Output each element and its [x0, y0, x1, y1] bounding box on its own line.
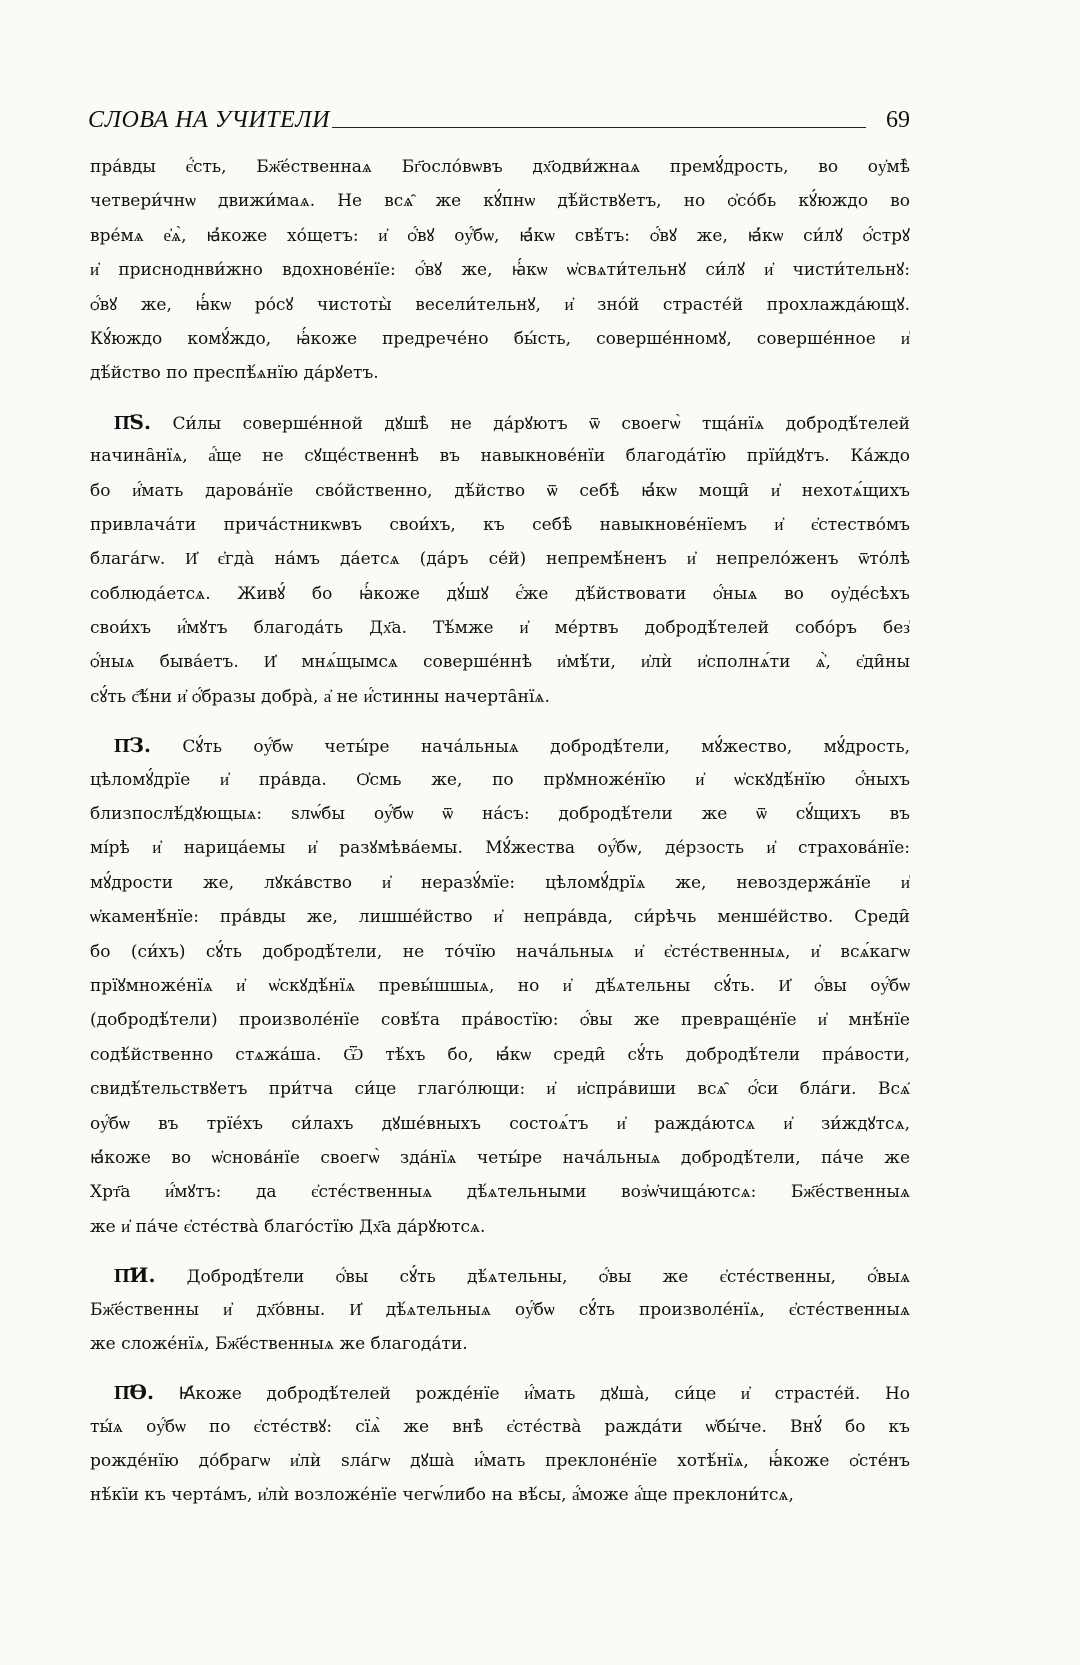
text-line	[90, 1038, 910, 1072]
line-text: Си́лы соверше́нной дꙋшѣ̀ не да́рꙋютъ ѿ своегѡ̀ тща́нїѧ добродѣ́телей	[172, 413, 910, 434]
line-text: ѻ҆́вꙋ же, ꙗ҆́кѡ ро́сꙋ чистоты̀ весели́тельнꙋ, и҆ зно́й страсте́й прохлажда́ющꙋ.	[90, 294, 910, 315]
text-line	[90, 542, 910, 576]
line-text: дѣ́йство по преспѣ́ѧнїю да́рꙋетъ.	[90, 363, 379, 384]
text-line	[90, 1072, 910, 1106]
paragraph	[90, 1258, 910, 1361]
line-text: сꙋ́ть с҄ѣ́ни и҆ ѻ҆́бразы добра̀, а҆ не и҆́стинны начерта̑нїѧ.	[90, 686, 550, 707]
text-line	[90, 900, 910, 934]
line-text: же и҆ па́че є҆сте́ства̀ благо́стїю Дх҃а да́рꙋютсѧ.	[90, 1216, 486, 1237]
text-line	[90, 577, 910, 611]
text-line	[90, 1410, 910, 1444]
line-text: содѣ́йственно стѧжа́ша. Ѿ тѣ́хъ бо, ꙗ҆́кѡ среди̑ сꙋ́ть добродѣ́тели пра́вости,	[90, 1044, 910, 1065]
text-line	[90, 1444, 910, 1478]
text-line	[90, 611, 910, 645]
page-header	[88, 92, 910, 132]
text-line	[90, 1375, 910, 1409]
text-line	[90, 1175, 910, 1209]
text-line	[90, 253, 910, 287]
text-line	[90, 288, 910, 322]
text-line	[90, 680, 910, 714]
text-line	[90, 474, 910, 508]
line-text: бо (си́хъ) сꙋ́ть добродѣ́тели, не то́чїю нача́льныѧ и҆ є҆сте́ственныѧ, и҆ всѧ́кагѡ	[90, 941, 910, 962]
line-text: ꙗ҆́коже во ѡ҆снова́нїе своегѡ̀ зда́нїѧ четы́ре нача́льныѧ добродѣ́тели, па́че же	[90, 1147, 910, 1168]
line-text: мі́рѣ и҆ нарица́емы и҆ разꙋмѣва́емы. Мꙋ́жества оу҆́бѡ, де́рзость и҆ страхова́нїе:	[90, 838, 910, 859]
line-text: привлача́ти прича́стникѡвъ свои́хъ, къ себѣ̀ навыкнове́нїемъ и҆ є҆стество́мъ	[90, 514, 910, 535]
text-line	[90, 508, 910, 542]
body-text	[90, 150, 910, 1513]
header-rule	[332, 127, 866, 128]
paragraph-gap	[90, 391, 910, 405]
text-line	[90, 866, 910, 900]
text-line	[90, 322, 910, 356]
text-line	[90, 969, 910, 1003]
line-text: рожде́нїю до́брагѡ и҆лѝ ѕла́гѡ дꙋша̀ и҆́мать преклоне́нїе хотѣ́нїѧ, ꙗ҆́коже ѻ҆сте́нъ	[90, 1451, 910, 1472]
line-text: Добродѣ́тели ѻ҆́вы сꙋ́ть дѣ́ѧтельны, ѻ҆́вы же є҆сте́ственны, ѻ҆́выѧ	[186, 1267, 910, 1288]
line-text: мꙋ́дрости же, лꙋка́вство и҆ неразꙋ́мїе: цѣломꙋ́дрїѧ же, невоздержа́нїе и҆	[90, 872, 910, 893]
text-line	[90, 1003, 910, 1037]
text-line	[90, 439, 910, 473]
line-text: четвери́чнѡ движи́маѧ. Не всѧ̑ же кꙋ́пнѡ дѣ́йствꙋетъ, но ѻ҆со́бь кꙋ́юждо во	[90, 191, 910, 212]
paragraph-gap	[90, 1361, 910, 1375]
line-text: свои́хъ и҆́мꙋтъ благода́ть Дх҃а. Тѣ́мже и҆ ме́ртвъ добродѣ́телей собо́ръ без҆	[90, 618, 910, 639]
line-text: ты́ѧ оу҆́бѡ по є҆сте́ствꙋ: сїѧ̀ же внѣ̀ є҆сте́ства̀ ражда́ти ѡ҆бы́че. Внꙋ́ бо къ	[90, 1416, 910, 1437]
section-number: П҃З.	[114, 733, 151, 758]
paragraph	[90, 150, 910, 391]
text-line	[90, 1258, 910, 1292]
text-line	[90, 1210, 910, 1244]
paragraph	[90, 1375, 910, 1513]
text-line	[90, 356, 910, 390]
line-text: ѻ҆́ныѧ быва́етъ. И҆ мнѧ́щымсѧ соверше́ннѣ и҆мѣ́ти, и҆лѝ и҆сполнѧ́ти ѧ҆̀, є҆ди̑ны	[90, 652, 910, 673]
paragraph-gap	[90, 714, 910, 728]
text-line	[90, 219, 910, 253]
section-number: П҃И.	[114, 1263, 156, 1288]
text-line	[90, 645, 910, 679]
line-text: же сложе́нїѧ, Бж҃е́ственныѧ же благода́ти.	[90, 1333, 468, 1354]
text-line	[90, 150, 910, 184]
section-number: П҃Ѳ.	[114, 1380, 154, 1405]
line-text: нѣ́кїи къ черта́мъ, и҆лѝ возложе́нїе чегѡ́либо на вѣ́сы, а҆́може а҆́ще преклони́тсѧ,	[90, 1485, 794, 1506]
text-line	[90, 1327, 910, 1361]
section-number: П҃Ѕ.	[114, 409, 151, 434]
line-text: (добродѣ́тели) произволе́нїе совѣ́та пра́востїю: ѻ҆́вы же превраще́нїе и҆ мнѣ́нїе	[90, 1010, 910, 1031]
text-line	[90, 1141, 910, 1175]
text-line	[90, 184, 910, 218]
line-text: прїꙋмноже́нїѧ и҆ ѡ҆скꙋдѣ́нїѧ превы́шшыѧ, но и҆ дѣ́ѧтельны сꙋ́ть. И҆ ѻ҆́вы оу҆́бѡ	[90, 975, 910, 996]
line-text: Хрт҃а и҆́мꙋтъ: да є҆сте́ственныѧ дѣ́ѧтельными воз҆ѡ҆чища́ютсѧ: Бж҃е́ственныѧ	[90, 1182, 910, 1203]
running-title: СЛОВА НА УЧИТЕЛИ	[88, 107, 330, 133]
line-text: Ꙗ҆́коже добродѣ́телей рожде́нїе и҆́мать дꙋша̀, си́це и҆ страсте́й. Но	[178, 1384, 910, 1405]
line-text: Кꙋ́юждо комꙋ́ждо, ꙗ҆́коже предрече́но бы́сть, соверше́нномꙋ, соверше́нное и҆	[90, 328, 910, 349]
line-text: и҆ присноднви́жно вдохнове́нїе: ѻ҆́вꙋ же, ꙗ҆́кѡ ѡ҆свѧти́тельнꙋ си́лꙋ и҆ чисти́тельнꙋ:	[90, 260, 910, 281]
line-text: бо и҆́мать дарова́нїе сво́йственно, дѣ́йство ѿ себѣ̀ ꙗ҆́кѡ мощи̑ и҆ нехотѧ́щихъ	[90, 480, 910, 501]
line-text: пра́вды є҆́сть, Бж҃е́ственнаѧ Бг҃осло́вѡвъ дх҃одви́жнаѧ премꙋ́дрость, во оу҆мѣ̀	[90, 157, 910, 177]
line-text: свидѣ́тельствꙋетъ при́тча си́це глаго́лющи: и҆ и҆спра́виши всѧ̑ ѻ҆́си бла́ги. Всѧ̑	[90, 1079, 910, 1100]
line-text: вре́мѧ е҆ѧ̀, ꙗ҆́коже хо́щетъ: и҆ ѻ҆́вꙋ оу҆́бѡ, ꙗ҆́кѡ свѣ́тъ: ѻ҆́вꙋ же, ꙗ҆́кѡ си́лꙋ ѻ҆́стрꙋ	[90, 225, 910, 246]
text-line	[90, 935, 910, 969]
line-text: близпослѣ́дꙋющыѧ: ѕлѡ́бы оу҆́бѡ ѿ на́съ: добродѣ́тели же ѿ сꙋ́щихъ въ	[90, 804, 910, 825]
text-line	[90, 797, 910, 831]
text-line	[90, 728, 910, 762]
line-text: блага́гѡ. И҆ є҆гда̀ на́мъ да́етсѧ (да́ръ се́й) непремѣ́ненъ и҆ непрело́женъ ѿто́лѣ	[90, 549, 910, 570]
paragraph	[90, 728, 910, 1244]
text-line	[90, 763, 910, 797]
line-text: ѡ҆каменѣ́нїе: пра́вды же, лишше́йство и҆ непра́вда, си́рѣчь менше́йство. Среди̑	[90, 907, 910, 928]
paragraph-gap	[90, 1244, 910, 1258]
line-text: начина̑нїѧ, а҆́ще не сꙋще́ственнѣ въ навыкнове́нїи благода́тїю прїи́дꙋтъ. Ка́ждо	[90, 446, 910, 467]
text-line	[90, 1107, 910, 1141]
line-text: оу҆́бѡ въ трїе́хъ си́лахъ дꙋше́вныхъ состоѧ́тъ и҆ ражда́ютсѧ и҆ зи́ждꙋтсѧ,	[90, 1113, 910, 1134]
text-line	[90, 831, 910, 865]
text-line	[90, 1478, 910, 1512]
line-text: соблюда́етсѧ. Живꙋ́ бо ꙗ҆́коже дꙋ́шꙋ є҆́же дѣ́йствовати ѻ҆́ныѧ во оу҆де́сѣхъ	[90, 583, 910, 604]
page-number: 69	[886, 107, 910, 133]
text-line	[90, 405, 910, 439]
line-text: цѣломꙋ́дрїе и҆ пра́вда. Ѻ҆смь же, по прꙋмноже́нїю и҆ ѡ҆скꙋдѣ́нїю ѻ҆́ныхъ	[90, 769, 910, 790]
paragraph	[90, 405, 910, 715]
line-text: Бж҃е́ственны и҆ дх҃о́вны. И҆ дѣ́ѧтельныѧ оу҆́бѡ сꙋ́ть произволе́нїѧ, є҆сте́ственныѧ	[90, 1299, 910, 1320]
line-text: Сꙋ́ть оу҆́бѡ четы́ре нача́льныѧ добродѣ́тели, мꙋ́жество, мꙋ́дрость,	[182, 737, 910, 758]
text-line	[90, 1293, 910, 1327]
